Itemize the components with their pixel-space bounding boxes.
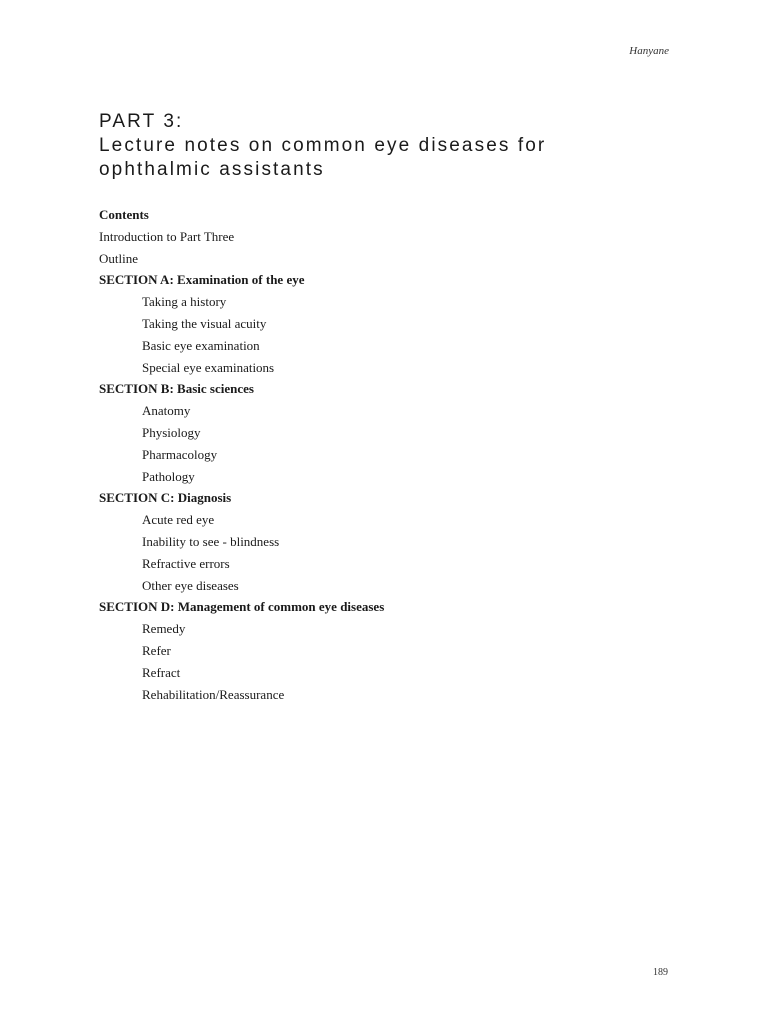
toc-section-c: SECTION C: Diagnosis <box>99 490 232 506</box>
toc-entry: Anatomy <box>142 403 191 419</box>
toc-entry: Basic eye examination <box>142 337 260 353</box>
toc-entry: Physiology <box>142 424 201 440</box>
toc-entry: Pharmacology <box>142 446 218 462</box>
toc-entry-outline: Outline <box>99 250 138 266</box>
contents-title: Contents <box>99 207 149 222</box>
toc-section-b: SECTION B: Basic sciences <box>99 381 254 397</box>
part-title-line-1: Lecture notes on common eye diseases for <box>99 135 547 156</box>
toc-entry: Taking a history <box>142 294 227 310</box>
page-number: 189 <box>653 967 668 978</box>
part-heading <box>99 110 659 182</box>
toc-entry: Other eye diseases <box>142 577 239 593</box>
running-header: Hanyane <box>629 45 669 57</box>
table-of-contents <box>99 204 699 705</box>
toc-entry: Refer <box>142 642 171 658</box>
toc-section-d: SECTION D: Management of common eye diseases <box>99 599 385 615</box>
toc-entry: Special eye examinations <box>142 359 275 375</box>
part-number: PART 3: <box>99 111 184 132</box>
toc-entry-introduction: Introduction to Part Three <box>99 228 235 244</box>
toc-entry: Taking the visual acuity <box>142 315 267 331</box>
toc-entry: Acute red eye <box>142 512 215 528</box>
toc-entry: Refractive errors <box>142 555 230 571</box>
toc-entry: Remedy <box>142 621 186 637</box>
toc-entry: Refract <box>142 664 181 680</box>
toc-section-a: SECTION A: Examination of the eye <box>99 272 305 288</box>
toc-entry: Rehabilitation/Reassurance <box>142 686 285 702</box>
part-title-line-2: ophthalmic assistants <box>99 159 325 180</box>
toc-entry: Inability to see - blindness <box>142 533 280 549</box>
toc-entry: Pathology <box>142 468 195 484</box>
